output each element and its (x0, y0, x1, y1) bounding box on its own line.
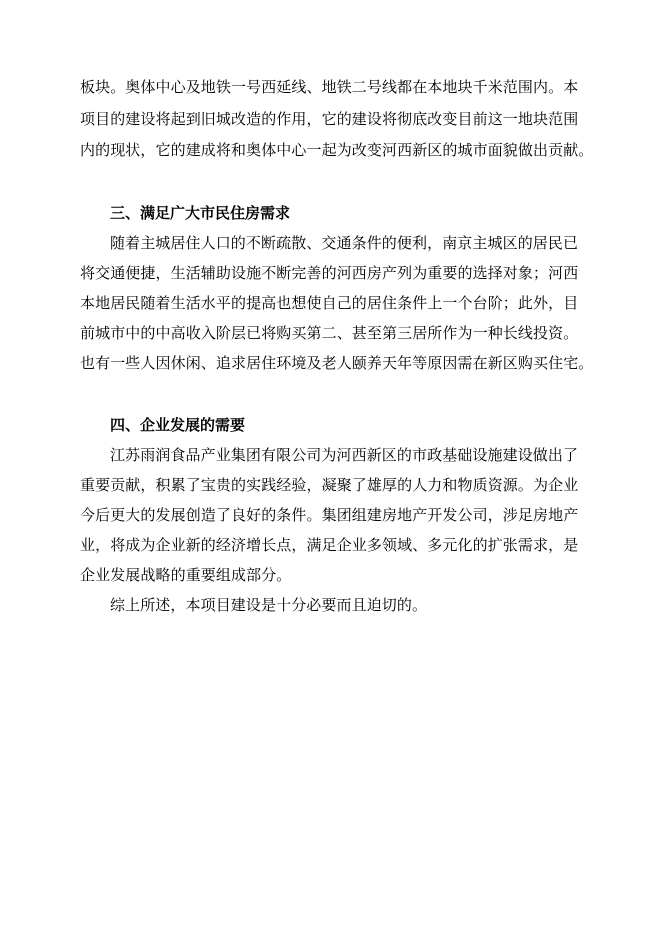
section-heading-4: 四、企业发展的需要 (110, 416, 246, 434)
section-heading-3: 三、满足广大市民住房需求 (110, 204, 291, 222)
paragraph-line: 业，将成为企业新的经济增长点，满足企业多领域、多元化的扩张需求，是 (80, 536, 579, 554)
paragraph-line: 项目的建设将起到旧城改造的作用，它的建设将彻底改变目前这一地块范围 (80, 110, 579, 128)
paragraph-line: 也有一些人因休闲、追求居住环境及老人颐养天年等原因需在新区购买住宅。 (80, 354, 594, 372)
paragraph-line: 今后更大的发展创造了良好的条件。集团组建房地产开发公司，涉足房地产 (80, 506, 579, 524)
paragraph-line: 企业发展战略的重要组成部分。 (80, 566, 292, 584)
conclusion-line: 综上所述，本项目建设是十分必要而且迫切的。 (110, 596, 428, 614)
paragraph-line: 随着主城居住人口的不断疏散、交通条件的便利，南京主城区的居民已 (110, 234, 579, 252)
paragraph-line: 前城市中的中高收入阶层已将购买第二、甚至第三居所作为一种长线投资。 (80, 324, 579, 342)
paragraph-line: 将交通便捷，生活辅助设施不断完善的河西房产列为重要的选择对象；河西 (80, 264, 579, 282)
paragraph-line: 内的现状，它的建成将和奥体中心一起为改变河西新区的城市面貌做出贡献。 (80, 141, 594, 159)
paragraph-line: 重要贡献，积累了宝贵的实践经验，凝聚了雄厚的人力和物质资源。为企业 (80, 476, 579, 494)
paragraph-line: 江苏雨润食品产业集团有限公司为河西新区的市政基础设施建设做出了 (110, 446, 579, 464)
paragraph-line: 本地居民随着生活水平的提高也想使自己的居住条件上一个台阶；此外，目 (80, 294, 579, 312)
paragraph-line: 板块。奥体中心及地铁一号西延线、地铁二号线都在本地块千米范围内。本 (80, 78, 579, 96)
